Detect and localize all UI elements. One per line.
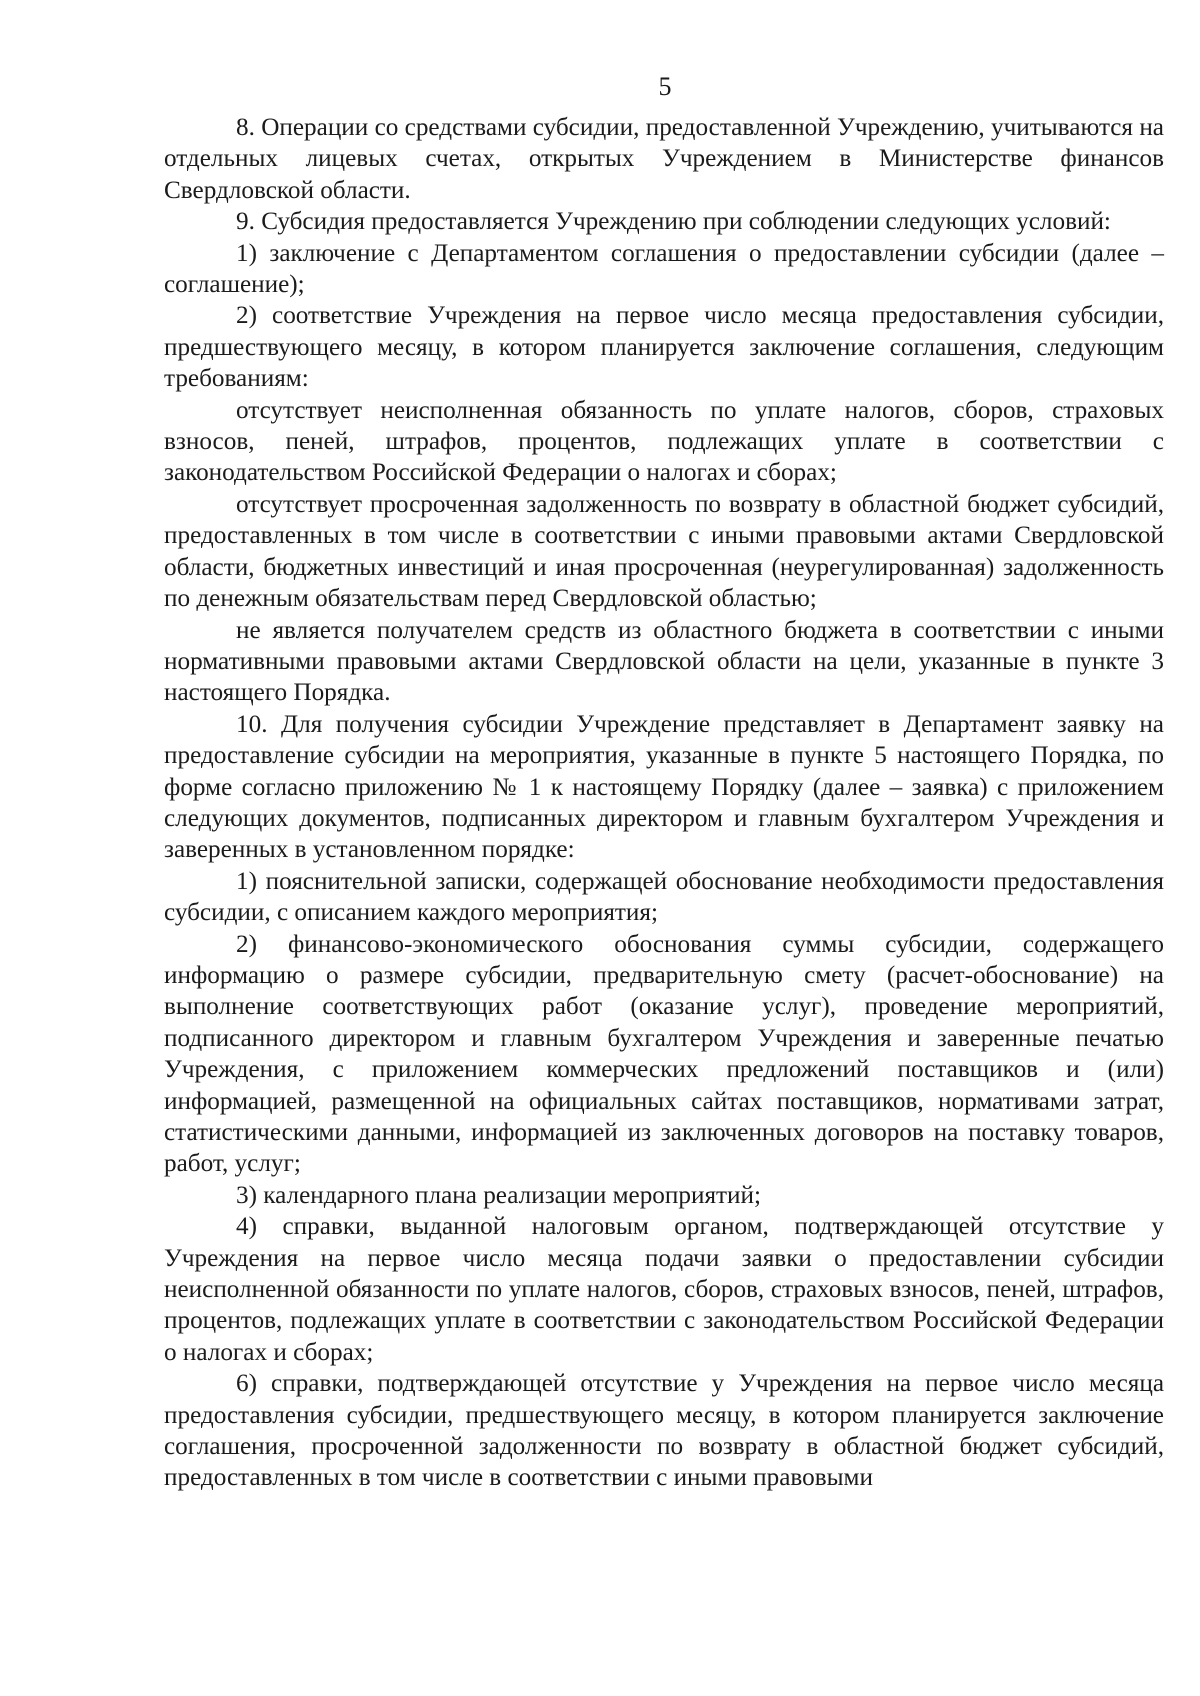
paragraph-9: 9. Субсидия предоставляется Учреждению при соблюдении следующих условий:: [236, 208, 1111, 236]
document-item-4: 4) справки, выданной налоговым органом, подтверждающей отсутствие у Учреждения на первое число месяца подачи заявки о предоставлении субсидии неисполненной обязанности по уплате налогов, сборов, страховых взносов, пеней, штрафов, процентов, подлежащих уплате в соответствии с законодательством Российской Федерации о налогах и сборах;: [164, 1213, 1164, 1366]
document-item-2: 2) финансово-экономического обоснования суммы субсидии, содержащего информацию о размере субсидии, предварительную смету (расчет-обоснование) на выполнение соответствующих работ (оказание услуг), проведение мероприятий, подписанного директором и главным бухгалтером Учреждения и заверенные печатью Учреждения, с приложением коммерческих предложений поставщиков и (или) информацией, размещенной на официальных сайтах поставщиков, нормативами затрат, статистическими данными, информацией из заключенных договоров на поставку товаров, работ, услуг;: [164, 930, 1164, 1178]
condition-1: 1) заключение с Департаментом соглашения о предоставлении субсидии (далее – соглашение);: [164, 239, 1164, 299]
requirement-tax-debt: отсутствует неисполненная обязанность по уплате налогов, сборов, страховых взносов, пеней, штрафов, процентов, подлежащих уплате в соответствии с законодательством Российской Федерации о налогах и сборах;: [164, 396, 1164, 487]
paragraph-10: 10. Для получения субсидии Учреждение представляет в Департамент заявку на предоставление субсидии на мероприятия, указанные в пункте 5 настоящего Порядка, по форме согласно приложению № 1 к настоящему Порядку (далее – заявка) с приложением следующих документов, подписанных директором и главным бухгалтером Учреждения и заверенных в установленном порядке:: [164, 710, 1164, 864]
paragraph-8: 8. Операции со средствами субсидии, предоставленной Учреждению, учитываются на отдельных лицевых счетах, открытых Учреждением в Министерстве финансов Свердловской области.: [164, 114, 1164, 204]
document-body: [164, 112, 1164, 1494]
document-item-1: 1) пояснительной записки, содержащей обоснование необходимости предоставления субсидии, с описанием каждого мероприятия;: [164, 867, 1164, 927]
document-item-6: 6) справки, подтверждающей отсутствие у Учреждения на первое число месяца предоставления субсидии, предшествующего месяцу, в котором планируется заключение соглашения, просроченной задолженности по возврату в областной бюджет субсидий, предоставленных в том числе в соответствии с иными правовыми: [164, 1370, 1164, 1492]
document-item-3: 3) календарного плана реализации мероприятий;: [236, 1181, 762, 1209]
page-number: 5: [658, 72, 672, 101]
requirement-not-recipient: не является получателем средств из областного бюджета в соответствии с иными нормативными правовыми актами Свердловской области на цели, указанные в пункте 3 настоящего Порядка.: [164, 616, 1164, 707]
requirement-budget-debt: отсутствует просроченная задолженность по возврату в областной бюджет субсидий, предоставленных в том числе в соответствии с иными правовыми актами Свердловской области, бюджетных инвестиций и иная просроченная (неурегулированная) задолженность по денежным обязательствам перед Свердловской областью;: [164, 490, 1164, 613]
condition-2: 2) соответствие Учреждения на первое число месяца предоставления субсидии, предшествующего месяцу, в котором планируется заключение соглашения, следующим требованиям:: [164, 302, 1164, 393]
